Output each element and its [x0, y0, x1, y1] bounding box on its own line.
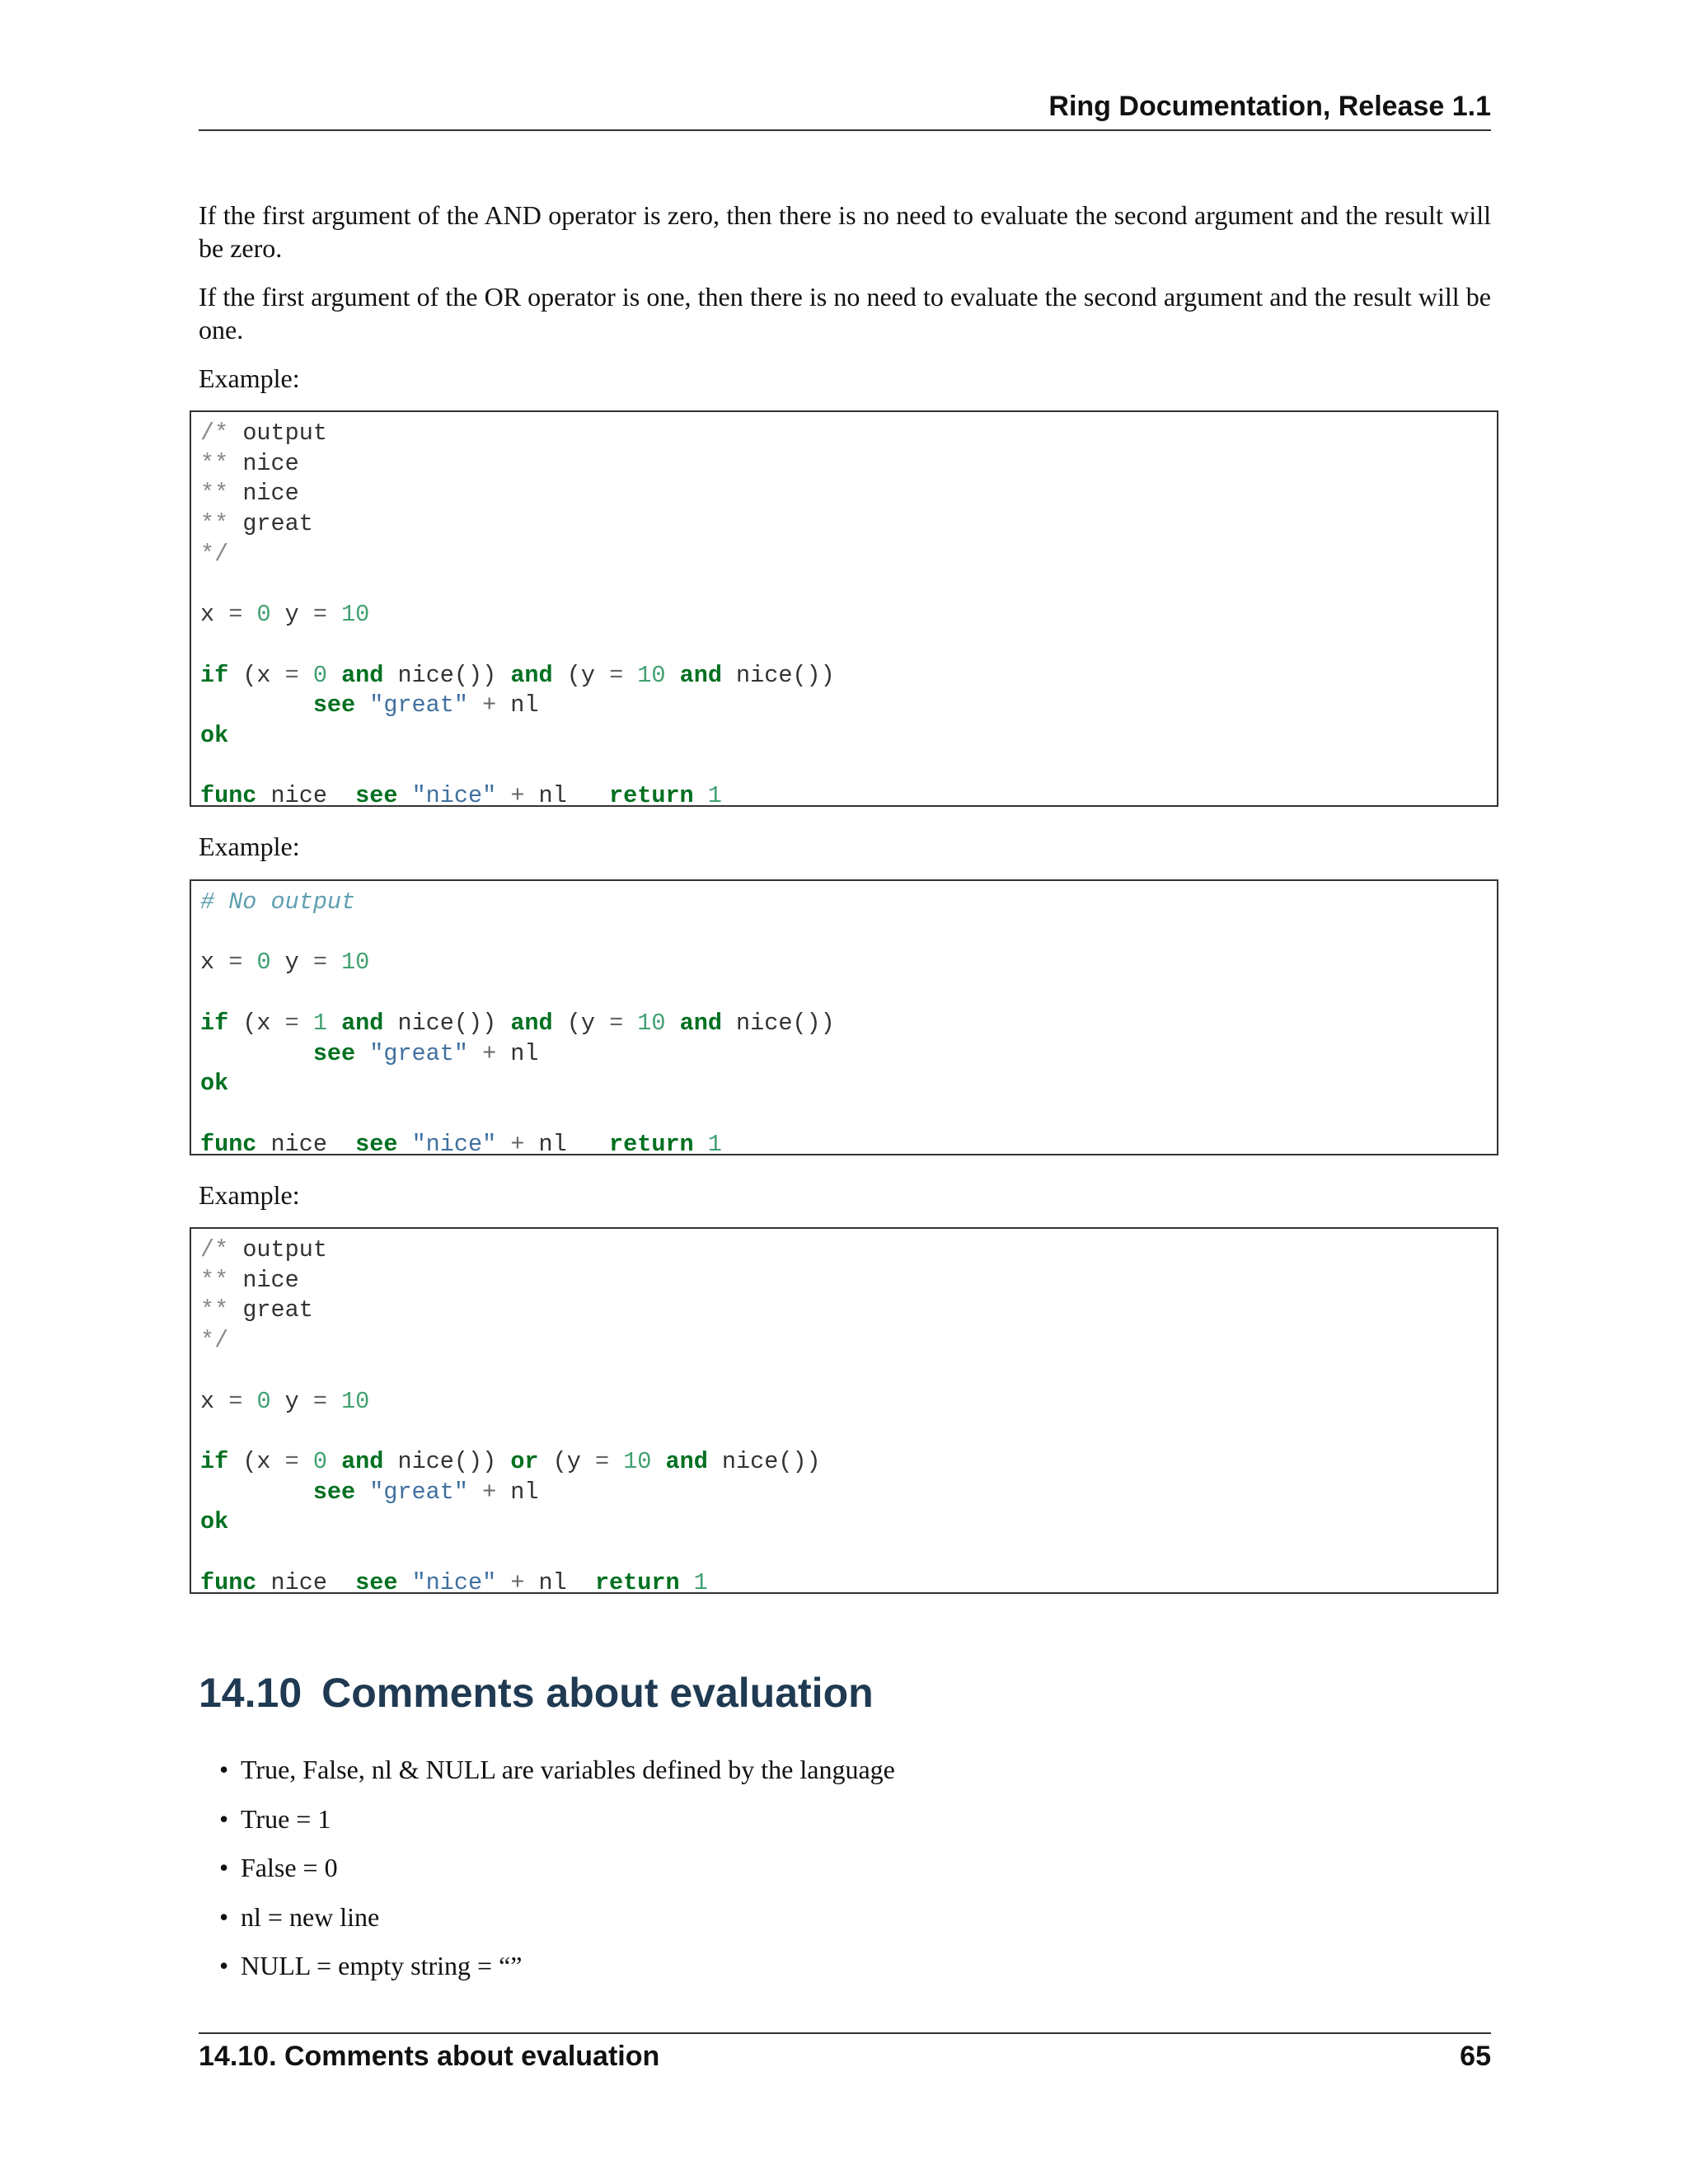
list-item: • True = 1 — [219, 1804, 331, 1834]
header-rule — [199, 129, 1491, 131]
section-heading — [199, 1669, 874, 1717]
section-number: 14.10 — [199, 1670, 302, 1716]
list-item: • nl = new line — [219, 1902, 380, 1932]
code-example-1 — [190, 410, 1498, 807]
section-title-text: Comments about evaluation — [321, 1670, 874, 1716]
list-item: • True, False, nl & NULL are variables defined by the language — [219, 1755, 895, 1784]
list-item: • NULL = empty string = “” — [219, 1951, 523, 1980]
and-rule-paragraph: If the first argument of the AND operator is zero, then there is no need to evaluate the second argument and the result will be zero. — [199, 200, 1491, 263]
list-item: • False = 0 — [219, 1853, 338, 1882]
bullet-icon: • — [219, 1951, 229, 1980]
bullet-icon: • — [219, 1853, 229, 1882]
footer-rule — [199, 2032, 1491, 2034]
example-label: Example: — [199, 363, 300, 393]
example-label: Example: — [199, 832, 300, 861]
code-example-2 — [190, 879, 1498, 1155]
footer-section: 14.10. Comments about evaluation — [199, 2041, 660, 2072]
bullet-icon: • — [219, 1755, 229, 1784]
running-header: Ring Documentation, Release 1.1 — [1048, 91, 1491, 122]
code-block: /* output ** nice ** nice ** great */ x = 0 y = 10 if (x = 0 and nice()) and (y = 10 and nice()) see "great" + nl ok func nice see "nice" + nl return 1 — [200, 419, 835, 807]
bullet-icon: • — [219, 1804, 229, 1834]
code-example-3 — [190, 1227, 1498, 1594]
bullet-icon: • — [219, 1902, 229, 1932]
example-label: Example: — [199, 1180, 300, 1210]
code-block: /* output ** nice ** great */ x = 0 y = 10 if (x = 0 and nice()) or (y = 10 and nice()) see "great" + nl ok func nice see "nice" + nl return 1 — [200, 1236, 821, 1594]
page-number: 65 — [1460, 2041, 1491, 2072]
or-rule-paragraph: If the first argument of the OR operator is one, then there is no need to evaluate the second argument and the result will be one. — [199, 282, 1491, 344]
code-block: # No output x = 0 y = 10 if (x = 1 and nice()) and (y = 10 and nice()) see "great" + nl ok func nice see "nice" + nl return 1 — [200, 888, 835, 1155]
